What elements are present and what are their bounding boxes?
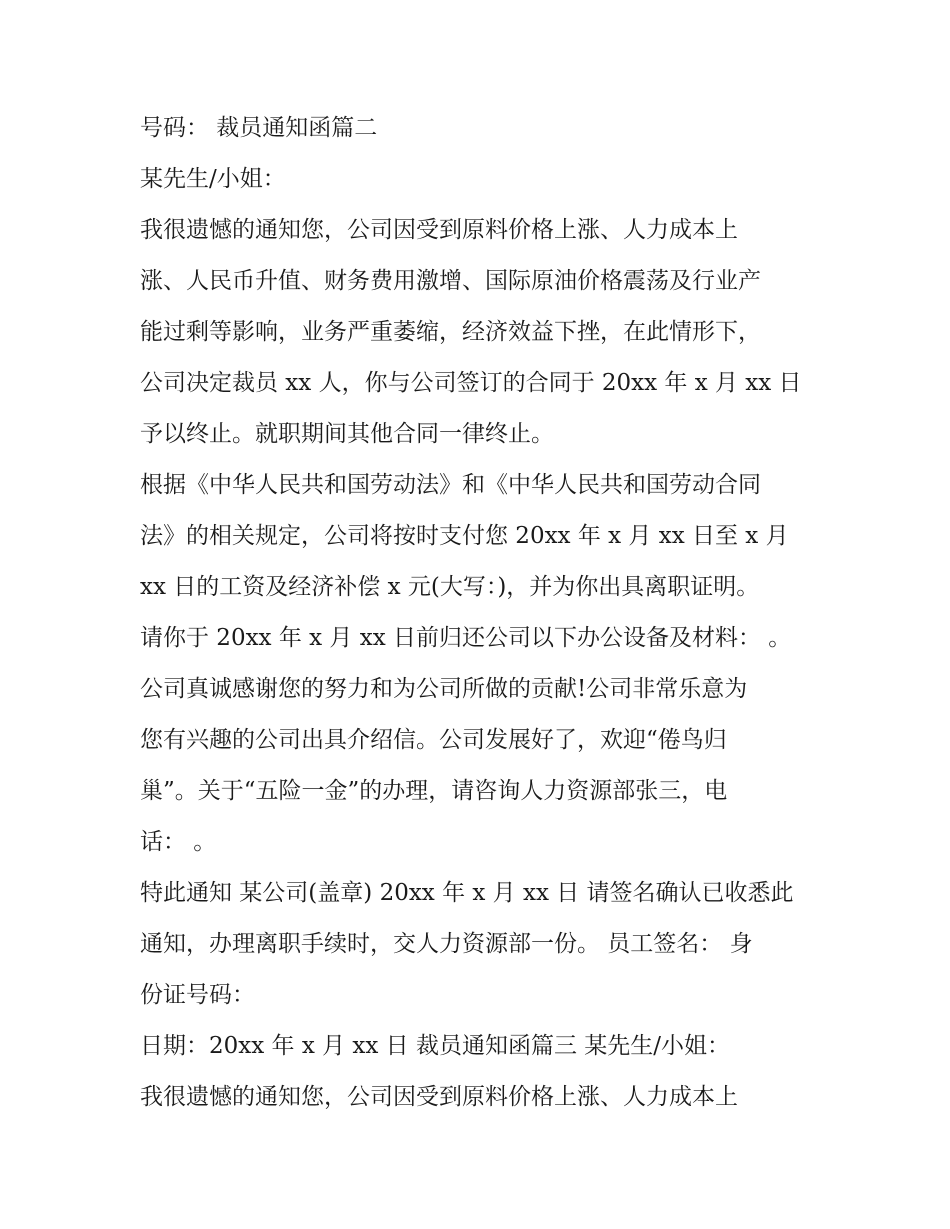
text-line: 涨、人民币升值、财务费用激增、国际原油价格震荡及行业产 <box>140 268 761 294</box>
text-line: 予以终止。就职期间其他合同一律终止。 <box>140 421 554 447</box>
text-line: 请你于 20xx 年 x 月 xx 日前归还公司以下办公设备及材料： 。 <box>140 625 792 651</box>
text-line: 号码： 裁员通知函篇二 <box>140 115 378 141</box>
text-line: 能过剩等影响，业务严重萎缩，经济效益下挫，在此情形下， <box>140 319 761 345</box>
text-line: 我很遗憾的通知您，公司因受到原料价格上涨、人力成本上 <box>140 1084 738 1110</box>
text-line: 份证号码： <box>140 982 255 1008</box>
text-line: 巢”。关于“五险一金”的办理，请咨询人力资源部张三，电 <box>140 778 728 804</box>
text-line: 法》的相关规定，公司将按时支付您 20xx 年 x 月 xx 日至 x 月 <box>140 523 789 549</box>
text-line: 您有兴趣的公司出具介绍信。公司发展好了，欢迎“倦鸟归 <box>140 727 727 753</box>
text-line: 根据《中华人民共和国劳动法》和《中华人民共和国劳动合同 <box>140 472 761 498</box>
document-body <box>140 108 820 1128</box>
text-line: 日期：20xx 年 x 月 xx 日 裁员通知函篇三 某先生/小姐： <box>140 1033 731 1059</box>
text-line: xx 日的工资及经济补偿 x 元(大写：)，并为你出具离职证明。 <box>140 574 760 600</box>
text-line: 公司真诚感谢您的努力和为公司所做的贡献!公司非常乐意为 <box>140 676 748 702</box>
text-line: 公司决定裁员 xx 人，你与公司签订的合同于 20xx 年 x 月 xx 日 <box>140 370 802 396</box>
text-line: 某先生/小姐： <box>140 166 286 192</box>
text-line: 话： 。 <box>140 829 217 855</box>
text-line: 特此通知 某公司(盖章) 20xx 年 x 月 xx 日 请签名确认已收悉此 <box>140 880 794 906</box>
text-line: 通知，办理离职手续时，交人力资源部一份。 员工签名： 身 <box>140 931 753 957</box>
text-line: 我很遗憾的通知您，公司因受到原料价格上涨、人力成本上 <box>140 217 738 243</box>
